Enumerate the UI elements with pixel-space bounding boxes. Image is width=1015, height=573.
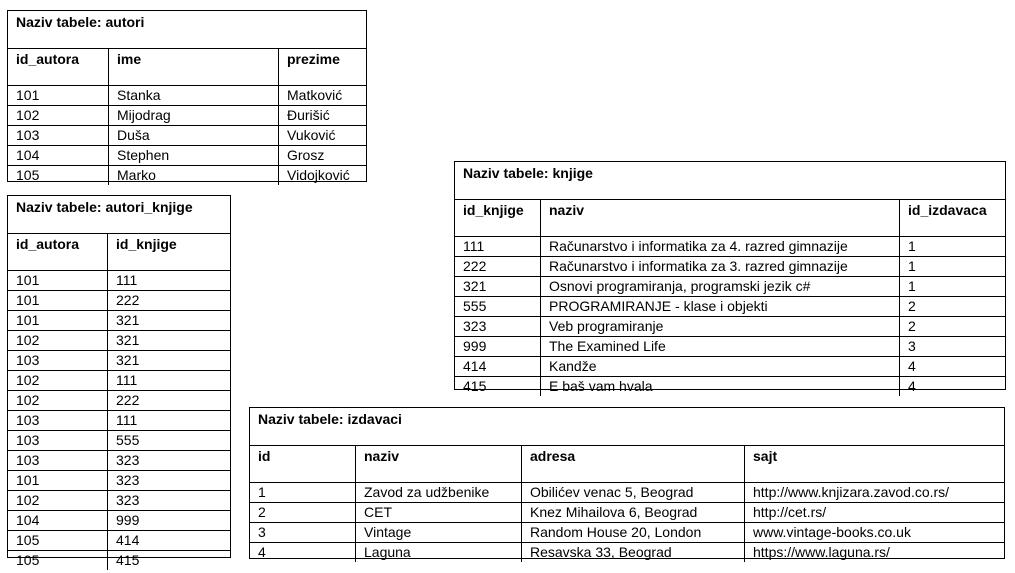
table-caption: Naziv tabele: autori_knjige [8,196,230,234]
table-cell: Veb programiranje [541,317,900,336]
table-row [8,411,230,431]
table-cell: 323 [116,492,140,508]
table-cell: 2 [908,298,916,314]
table-cell: 105 [8,531,108,550]
table-cell: 102 [8,371,108,390]
table-cell: 111 [116,272,138,288]
table-cell: Random House 20, London [522,523,745,542]
column-header: id_knjige [455,200,541,236]
table-row [455,237,1005,257]
table-row [8,351,230,371]
table-header [8,49,366,86]
column-header: adresa [522,446,745,482]
table-row [8,86,366,106]
table-cell: 321 [455,277,541,296]
table-row [8,451,230,471]
table-cell: Obilićev venac 5, Beograd [522,483,745,502]
table-cell: Vuković [287,127,336,143]
table-cell: 4 [250,543,356,562]
table-cell: 321 [116,332,140,348]
table-cell: 101 [8,291,108,310]
table-cell: 101 [8,86,109,105]
table-cell: 102 [8,106,109,125]
table-row [250,483,1004,503]
table-row [455,357,1005,377]
table-body [8,86,366,185]
table-cell: 222 [455,257,541,276]
table-cell: Grosz [287,147,325,163]
table-cell: Stephen [109,146,279,165]
table-row [8,431,230,451]
table-cell: 103 [8,451,108,470]
column-header: id_autora [8,49,109,85]
table-cell: Đurišić [287,107,330,123]
table-cell: Knez Mihailova 6, Beograd [522,503,745,522]
table-knjige [454,161,1006,394]
table-cell: 105 [8,551,108,570]
table-row [455,277,1005,297]
column-header: id_knjige [116,236,177,252]
table-cell: 103 [8,411,108,430]
table-row [8,511,230,531]
table-cell: 1 [908,278,916,294]
table-cell: Stanka [109,86,279,105]
column-header: sajt [753,448,778,464]
table-cell: Kandže [541,357,900,376]
table-cell: 3 [908,338,916,354]
table-cell: 101 [8,311,108,330]
table-cell: 111 [116,372,138,388]
table-cell: 101 [8,471,108,490]
table-row [8,291,230,311]
column-header: ime [109,49,279,85]
table-cell: 4 [908,358,916,374]
table-cell: 323 [116,472,140,488]
table-cell: http://cet.rs/ [753,504,827,520]
table-cell: www.vintage-books.co.uk [753,524,911,540]
table-cell: 414 [455,357,541,376]
table-cell: 105 [8,166,109,185]
table-row [8,551,230,570]
table-cell: 1 [250,483,356,502]
table-cell: 323 [116,452,140,468]
table-row [8,371,230,391]
table-cell: Vintage [356,523,522,542]
table-cell: 2 [250,503,356,522]
table-cell: 103 [8,126,109,145]
column-header: id [250,446,356,482]
table-cell: 3 [250,523,356,542]
table-row [8,166,366,185]
table-row [455,297,1005,317]
table-body [8,271,230,570]
table-cell: Matković [287,87,343,103]
table-cell: Mijodrag [109,106,279,125]
table-cell: E baš vam hvala [541,377,900,396]
table-row [8,146,366,166]
table-izdavaci [249,407,1005,559]
table-cell: 102 [8,391,108,410]
table-cell: Marko [109,166,279,185]
table-cell: 415 [455,377,541,396]
column-header: id_autora [8,234,108,270]
table-header [8,234,230,271]
table-cell: 321 [116,352,140,368]
table-caption: Naziv tabele: knjige [455,162,1005,200]
table-row [8,491,230,511]
table-row [250,543,1004,562]
table-cell: 555 [455,297,541,316]
column-header: naziv [541,200,900,236]
table-body [455,237,1005,396]
table-cell: https://www.laguna.rs/ [753,544,890,560]
table-row [8,531,230,551]
table-cell: 323 [455,317,541,336]
table-cell: 222 [116,292,140,308]
table-cell: 104 [8,146,109,165]
table-cell: Računarstvo i informatika za 4. razred gimnazije [541,237,900,256]
table-cell: 4 [908,378,916,394]
table-row [8,311,230,331]
table-cell: Osnovi programiranja, programski jezik c# [541,277,900,296]
table-autori-knjige [7,195,231,568]
table-cell: CET [356,503,522,522]
column-header: prezime [287,51,340,67]
table-row [250,503,1004,523]
table-row [8,391,230,411]
table-row [8,126,366,146]
table-cell: 102 [8,491,108,510]
table-cell: Računarstvo i informatika za 3. razred gimnazije [541,257,900,276]
table-header [250,446,1004,483]
table-caption: Naziv tabele: autori [8,11,366,49]
table-cell: Duša [109,126,279,145]
table-cell: 111 [116,412,138,428]
table-cell: 414 [116,532,140,548]
table-cell: 101 [8,271,108,290]
table-row [8,331,230,351]
table-body [250,483,1004,562]
table-cell: 104 [8,511,108,530]
table-cell: Zavod za udžbenike [356,483,522,502]
column-header: naziv [356,446,522,482]
table-cell: 999 [455,337,541,356]
table-cell: 103 [8,431,108,450]
table-row [455,317,1005,337]
table-cell: 415 [116,552,140,568]
table-row [8,106,366,126]
table-cell: 222 [116,392,140,408]
table-cell: 2 [908,318,916,334]
table-cell: 111 [455,237,541,256]
table-cell: Vidojković [287,167,350,183]
table-cell: PROGRAMIRANJE - klase i objekti [541,297,900,316]
table-cell: Laguna [356,543,522,562]
table-autori [7,10,367,182]
table-cell: 555 [116,432,140,448]
table-cell: Resavska 33, Beograd [522,543,745,562]
table-cell: http://www.knjizara.zavod.co.rs/ [753,484,950,500]
table-row [250,523,1004,543]
table-row [455,337,1005,357]
table-row [8,471,230,491]
table-cell: 1 [908,238,916,254]
table-cell: 321 [116,312,140,328]
table-cell: 102 [8,331,108,350]
table-header [455,200,1005,237]
table-cell: The Examined Life [541,337,900,356]
table-row [8,271,230,291]
column-header: id_izdavaca [908,202,987,218]
table-cell: 999 [116,512,140,528]
table-cell: 103 [8,351,108,370]
table-caption: Naziv tabele: izdavaci [250,408,1004,446]
table-row [455,257,1005,277]
table-cell: 1 [908,258,916,274]
table-row [455,377,1005,396]
